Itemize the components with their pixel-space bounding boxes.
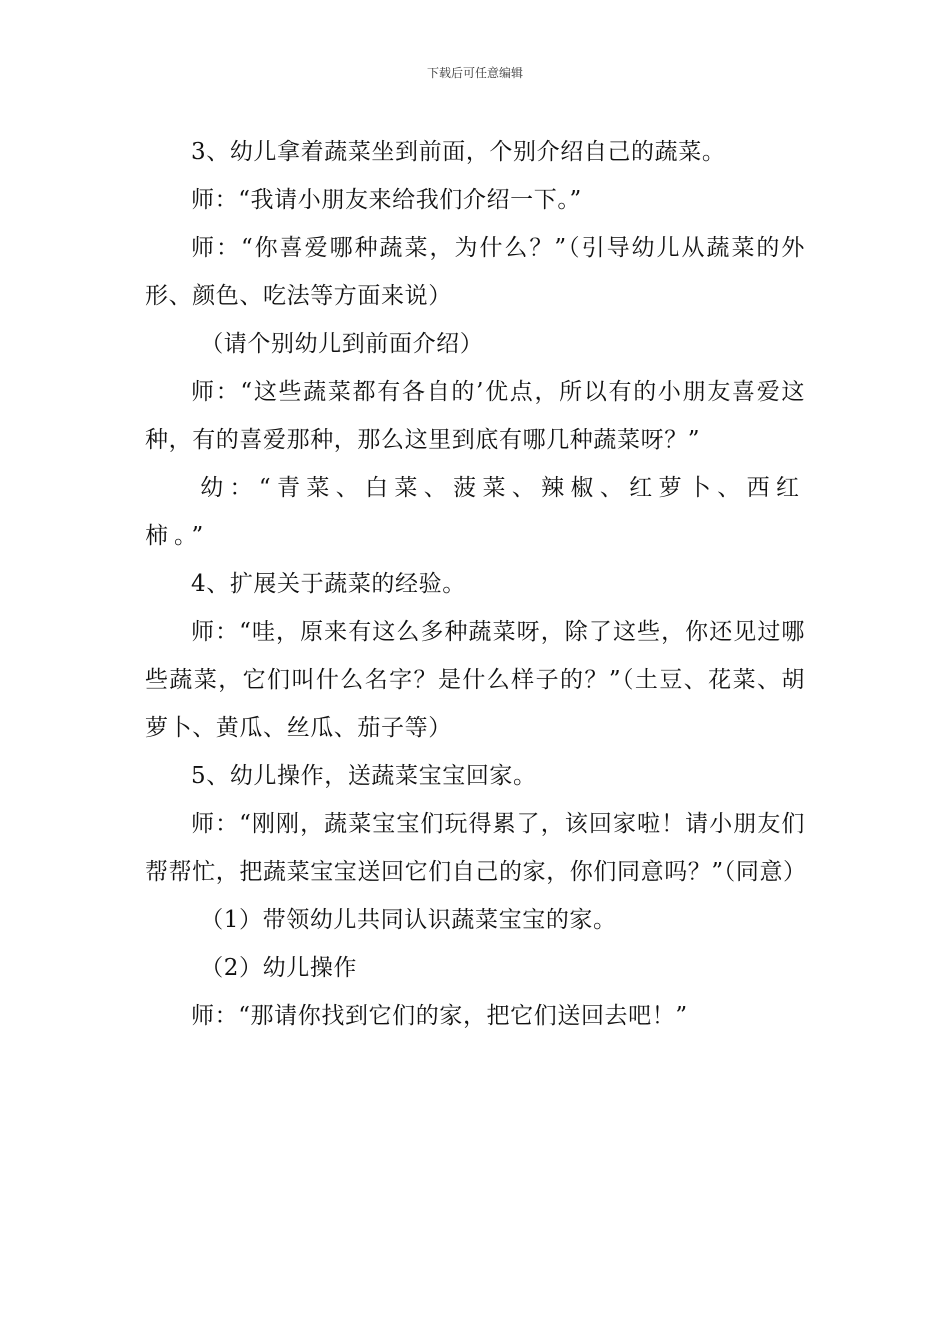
document-body [145,128,805,1040]
paragraph-step-4: 4、扩展关于蔬菜的经验。 [191,571,466,597]
paragraph-sub-2: （2）幼儿操作 [200,955,358,981]
paragraph-teacher-advantages: 师：“这些蔬菜都有各自的’优点，所以有的小朋友喜爱这种，有的喜爱那种，那么这里到底有哪几种蔬菜呀？” [145,379,805,453]
paragraph-teacher-home: 师：“刚刚，蔬菜宝宝们玩得累了，该回家啦！请小朋友们帮帮忙，把蔬菜宝宝送回它们自己的家，你们同意吗？”（同意） [145,811,807,885]
paragraph-step-5: 5、幼儿操作，送蔬菜宝宝回家。 [191,763,537,789]
paragraph-note-individual: （请个别幼儿到前面介绍） [200,331,484,357]
page-header: 下载后可任意编辑 [426,66,523,80]
paragraph-step-3: 3、幼儿拿着蔬菜坐到前面，个别介绍自己的蔬菜。 [191,139,726,165]
paragraph-teacher-question: 师：“你喜爱哪种蔬菜，为什么？”（引导幼儿从蔬菜的外形、颜色、吃法等方面来说） [145,235,805,309]
paragraph-teacher-more: 师：“哇，原来有这么多种蔬菜呀，除了这些，你还见过哪些蔬菜，它们叫什么名字？是什么样子的？”（土豆、花菜、胡萝卜、黄瓜、丝瓜、茄子等） [145,619,805,741]
paragraph-sub-1: （1）带领幼儿共同认识蔬菜宝宝的家。 [200,907,617,933]
paragraph-child-answer: 幼：“青菜、白菜、菠菜、辣椒、红萝卜、西红柿。” [145,475,805,549]
paragraph-teacher-final: 师：“那请你找到它们的家，把它们送回去吧！” [191,1003,688,1029]
paragraph-teacher-intro: 师：“我请小朋友来给我们介绍一下。” [191,187,582,213]
